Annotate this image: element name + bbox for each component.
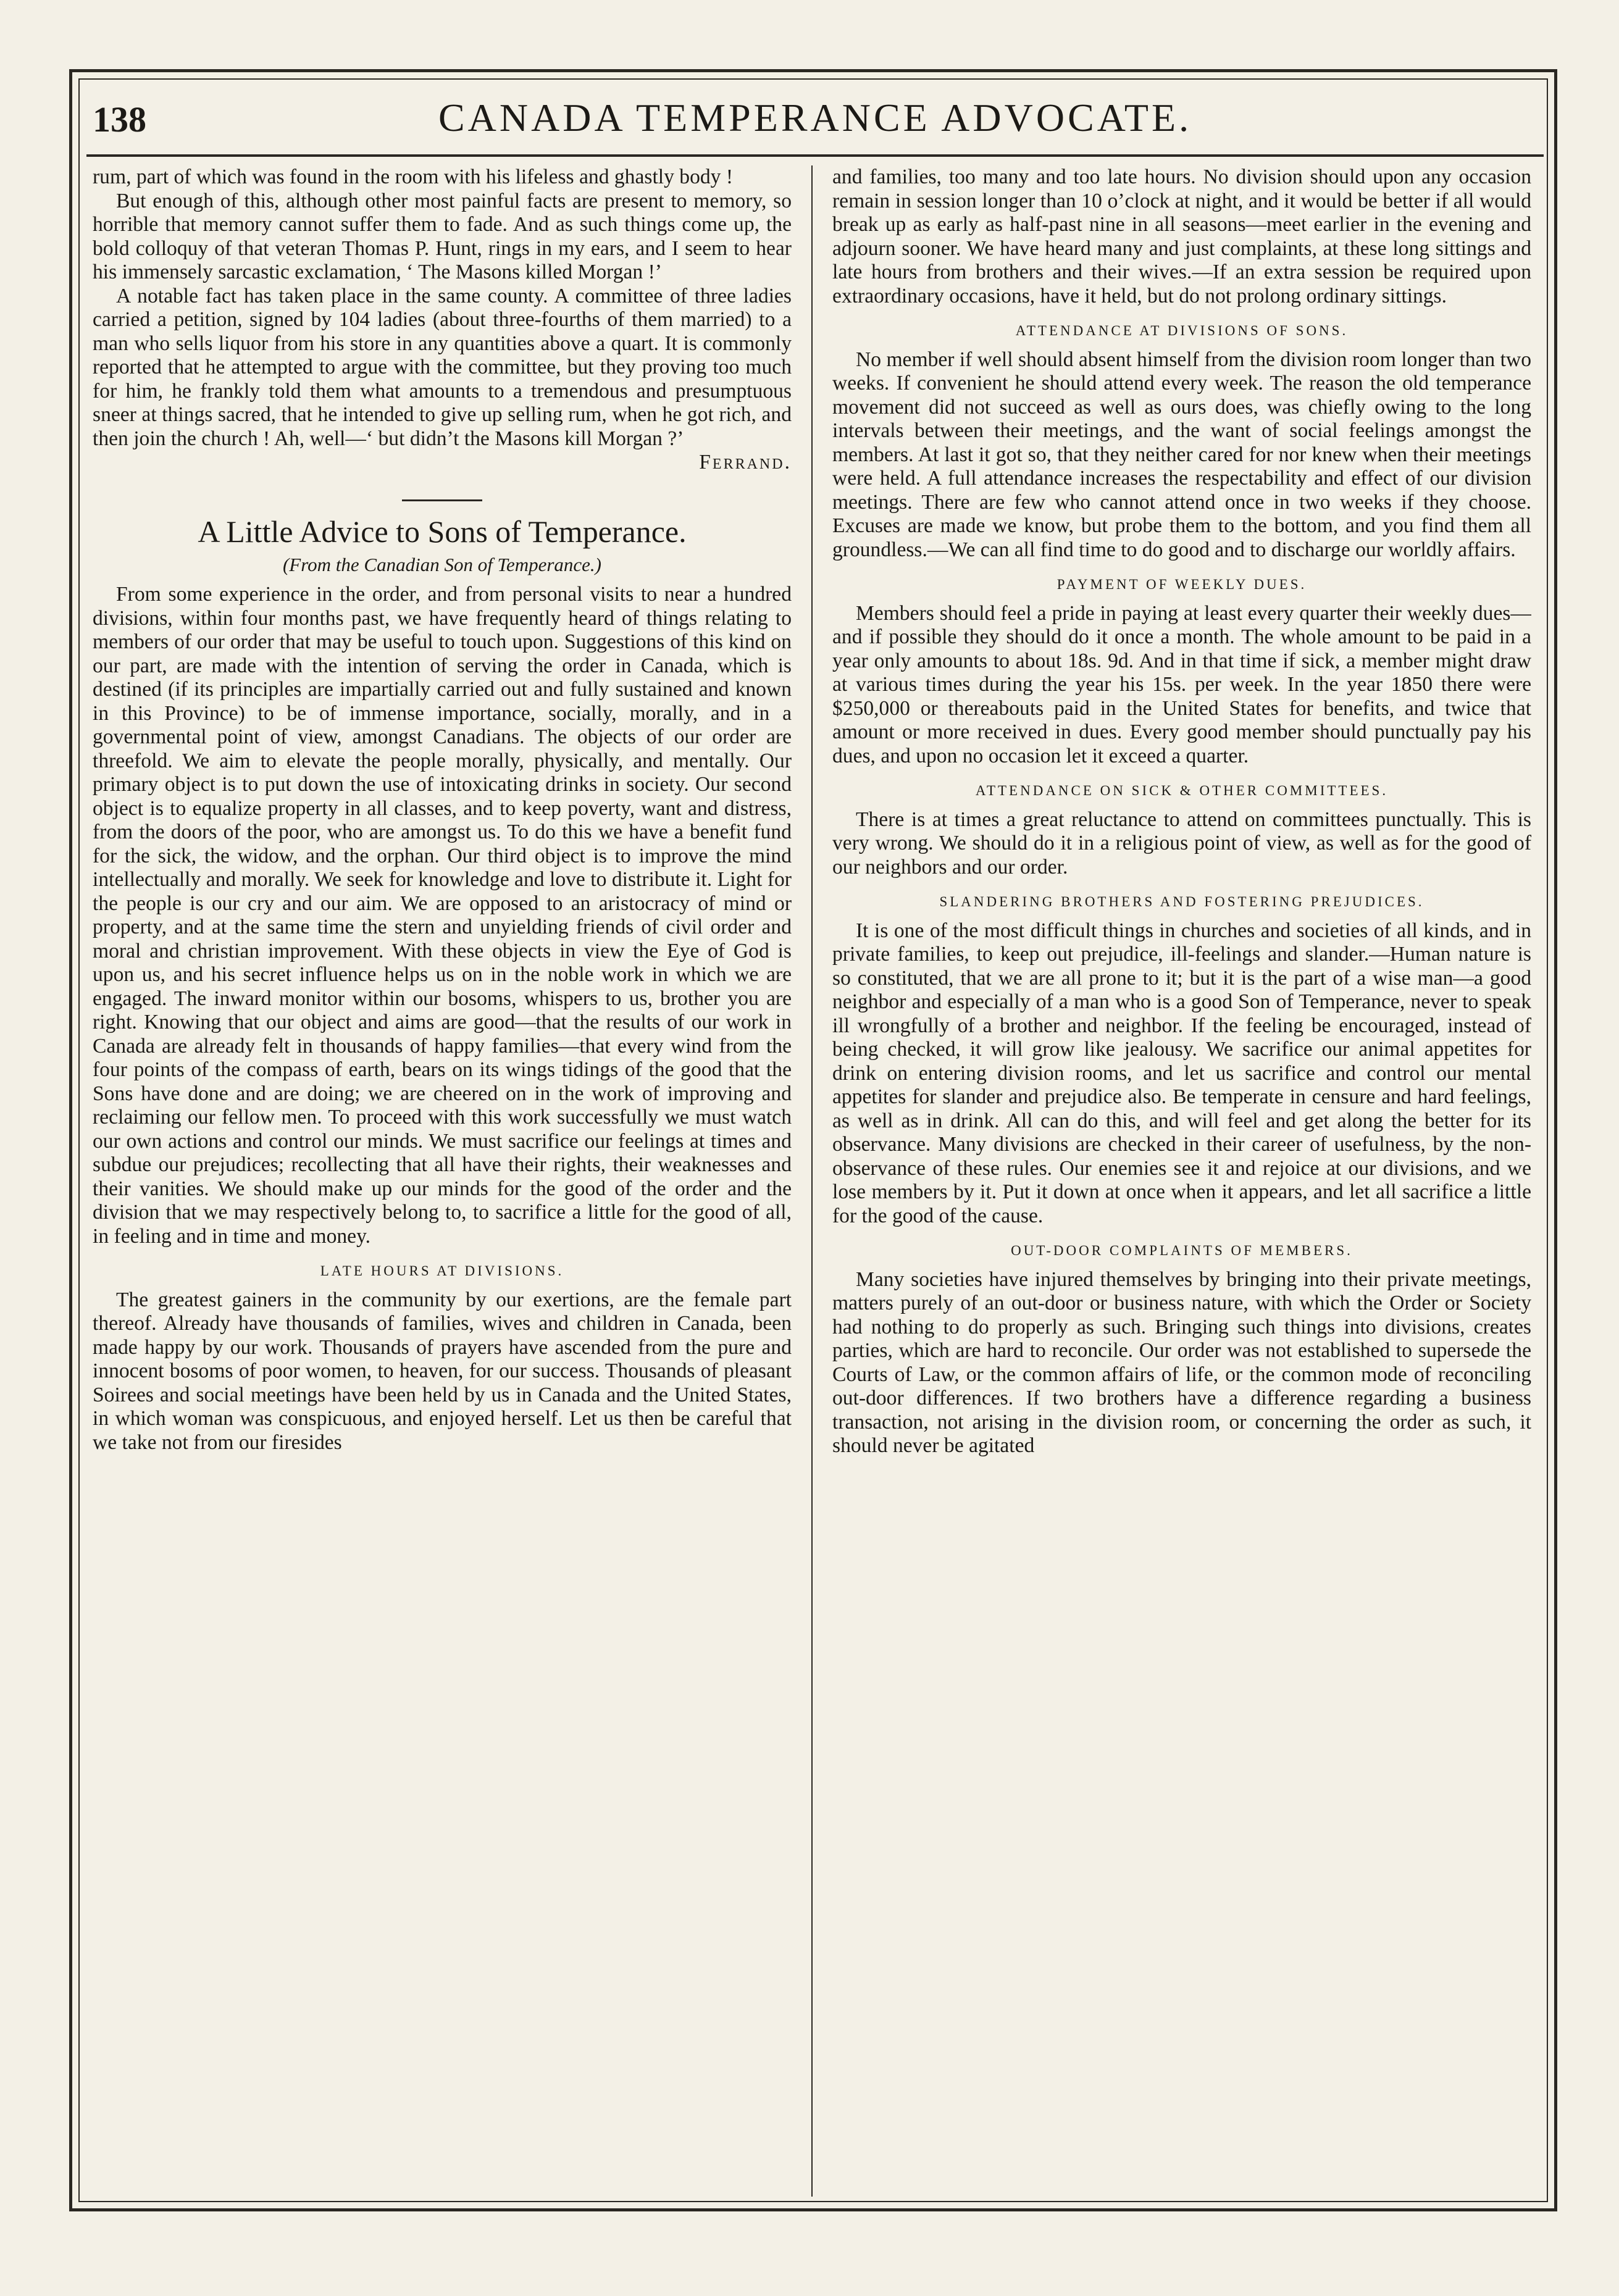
section-heading: OUT-DOOR COMPLAINTS OF MEMBERS. [1011, 1243, 1353, 1258]
paragraph: There is at times a great reluctance to attend on committees punctually. This is very wrong. We should do it in a religious point of view, as well as for the good of our neighbors and our order. [832, 808, 1531, 879]
running-title: CANADA TEMPERANCE ADVOCATE. [438, 96, 1192, 140]
paragraph: The greatest gainers in the community by our exertions, are the female part thereof. Already have thousands of families, wives and children in Canada, been made happy by our work. Thousands of prayers have ascended from the pure and innocent bosoms of poor women, to heaven, for our success. Thousands of pleasant Soirees and social meetings have been held by us in Canada and the United States, in which woman was conspicuous, and enjoyed herself. Let us then be careful that we take not from our firesides [93, 1288, 792, 1454]
page-number: 138 [93, 99, 146, 140]
section-heading: SLANDERING BROTHERS AND FOSTERING PREJUDICES. [939, 894, 1424, 909]
left-column [93, 165, 792, 2197]
article-divider [402, 499, 482, 501]
right-column [832, 165, 1531, 2197]
paragraph: But enough of this, although other most painful facts are present to memory, so horrible that memory cannot suffer them to fade. And as such things come up, the bold colloquy of that veteran Thomas P. Hunt, rings in my ears, and I seem to hear his immensely sarcastic exclamation, ‘ The Masons killed Morgan !’ [93, 189, 792, 283]
section-heading: ATTENDANCE ON SICK & OTHER COMMITTEES. [975, 783, 1389, 798]
section-heading: ATTENDANCE AT DIVISIONS OF SONS. [1015, 323, 1349, 338]
paragraph: It is one of the most difficult things in churches and societies of all kinds, and in private families, to keep out prejudice, ill-feelings and slander.—Human nature is so constituted, that we are all prone to it; but it is the part of a wise man—a good neighbor and especially of a man who is a good Son of Temperance, never to speak ill wrongfully of a brother and neighbor. If the feeling be encouraged, instead of being checked, it will grow like jealousy. We sacrifice our animal appetites for drink on entering division rooms, and let us sacrifice and control our mental appetites for slander and prejudice also. Be temperate in censure and hard feelings, as well as in drink. All can do this, and will feel and get along the better for its observance. Many divisions are checked in their career of usefulness, by the non-observance of these rules. Our enemies see it and rejoice at our divisions, and we lose members by it. Put it down at once when it appears, and let all sacrifice a little for the good of the cause. [832, 919, 1531, 1227]
paragraph: No member if well should absent himself from the division room longer than two weeks. If convenient he should attend every week. The reason the old temperance movement did not succeed as well as ours does, was chiefly owing to the long intervals between their meetings, and the want of social feelings amongst the members. At last it got so, that they neither cared for nor knew when their meetings were held. A full attendance increases the respectability and effect of our division meetings. There are few who cannot attend once in two weeks if they choose. Excuses are made we know, but probe them to the bottom, and you find them all groundless.—We can all find time to do good and to discharge our worldly affairs. [832, 348, 1531, 561]
paragraph: and families, too many and too late hours. No division should upon any occasion remain in session longer than 10 o’clock at night, and it would be better if all would break up as early as half-past nine in all seasons—meet earlier in the evening and adjourn sooner. We have heard many and just complaints, at these long sittings and late hours from brothers and their wives.—If an extra session be required upon extraordinary occasions, have it held, but do not prolong ordinary sittings. [832, 165, 1531, 307]
signature: Ferrand. [699, 451, 792, 474]
text-columns [93, 165, 1537, 2197]
paragraph: Many societies have injured themselves by bringing into their private meetings, matters purely of an out-door or business nature, with which the Order or Society had nothing to do properly as such. Bringing such things into divisions, creates parties, which are hard to reconcile. Our order was not established to supersede the Courts of Law, or the common affairs of life, or the common mode of reconciling out-door differences. If two brothers have a difference regarding a business transaction, not arising in the division room, or concerning the order as such, it should never be agitated [832, 1267, 1531, 1457]
article-source: (From the Canadian Son of Temperance.) [282, 553, 602, 575]
paragraph: Members should feel a pride in paying at least every quarter their weekly dues—and if possible they should do it once a month. The whole amount to be paid in a year only amounts to about 18s. 9d. And in that time if sick, a member might draw at various times during the year his 15s. per week. In the year 1850 there were $250,000 or thereabouts paid in the United States for benefits, and twice that amount or more received in dues. Every good member should punctually pay his dues, and upon no occasion let it exceed a quarter. [832, 601, 1531, 767]
paragraph: From some experience in the order, and from personal visits to near a hundred divisions, within four months past, we have frequently heard of things relating to members of our order that may be useful to touch upon. Suggestions of this kind on our part, are made with the intention of serving the order in Canada, which is destined (if its principles are impartially carried out and fully sustained and known in this Province) to be of immense importance, socially, morally, and in a governmental point of view, amongst Canadians. The objects of our order are threefold. We aim to elevate the people morally, physically, and mentally. Our primary object is to put down the use of intoxicating drinks in society. Our second object is to equalize property in all classes, and to keep poverty, want and distress, from the doors of the poor, who are amongst us. To do this we have a benefit fund for the sick, the widow, and the orphan. Our third object is to improve the mind intellectually and morally. We seek for knowledge and love to distribute it. Light for the people is our cry and our aim. We are opposed to an aristocracy of mind or property, and at the same time the stern and unyielding friends of civil order and moral and christian improvement. With these objects in view the Eye of God is upon us, and his secret influence helps us on in the noble work in which we are engaged. The inward monitor within our bosoms, whispers to us, brother you are right. Knowing that our object and aims are good—that the results of our work in Canada are already felt in thousands of happy families—that every wind from the four points of the compass of earth, bears on its wings tidings of the good that the Sons have done and are doing; we are cheered on in the work of improving and reclaiming our fellow men. To proceed with this work successfully we must watch our own actions and control our minds. We must sacrifice our feelings at times and subdue our prejudices; recollecting that all have their rights, their weaknesses and their vanities. We should make up our minds for the good of the order and the division that we may respectively belong to, to sacrifice a little for the good of all, in feeling and in time and money. [93, 583, 792, 1248]
column-rule [811, 165, 813, 2197]
section-heading: LATE HOURS AT DIVISIONS. [320, 1263, 564, 1279]
page-header [86, 86, 1544, 157]
section-heading: PAYMENT OF WEEKLY DUES. [1056, 577, 1307, 592]
paragraph: rum, part of which was found in the room with his lifeless and ghastly body ! [93, 165, 734, 188]
paragraph: A notable fact has taken place in the same county. A committee of three ladies carried a petition, signed by 104 ladies (about three-fourths of them married) to a man who sells liquor from his store in any quantities above a quart. It is commonly reported that he attempted to argue with the committee, but they proving too much for him, he frankly told them what amounts to a tremendous and presumptuous sneer at things sacred, that he intended to give up selling rum, when he got rich, and then join the church ! Ah, well—‘ but didn’t the Masons kill Morgan ?’ [93, 284, 792, 450]
article-title: A Little Advice to Sons of Temperance. [198, 514, 687, 549]
